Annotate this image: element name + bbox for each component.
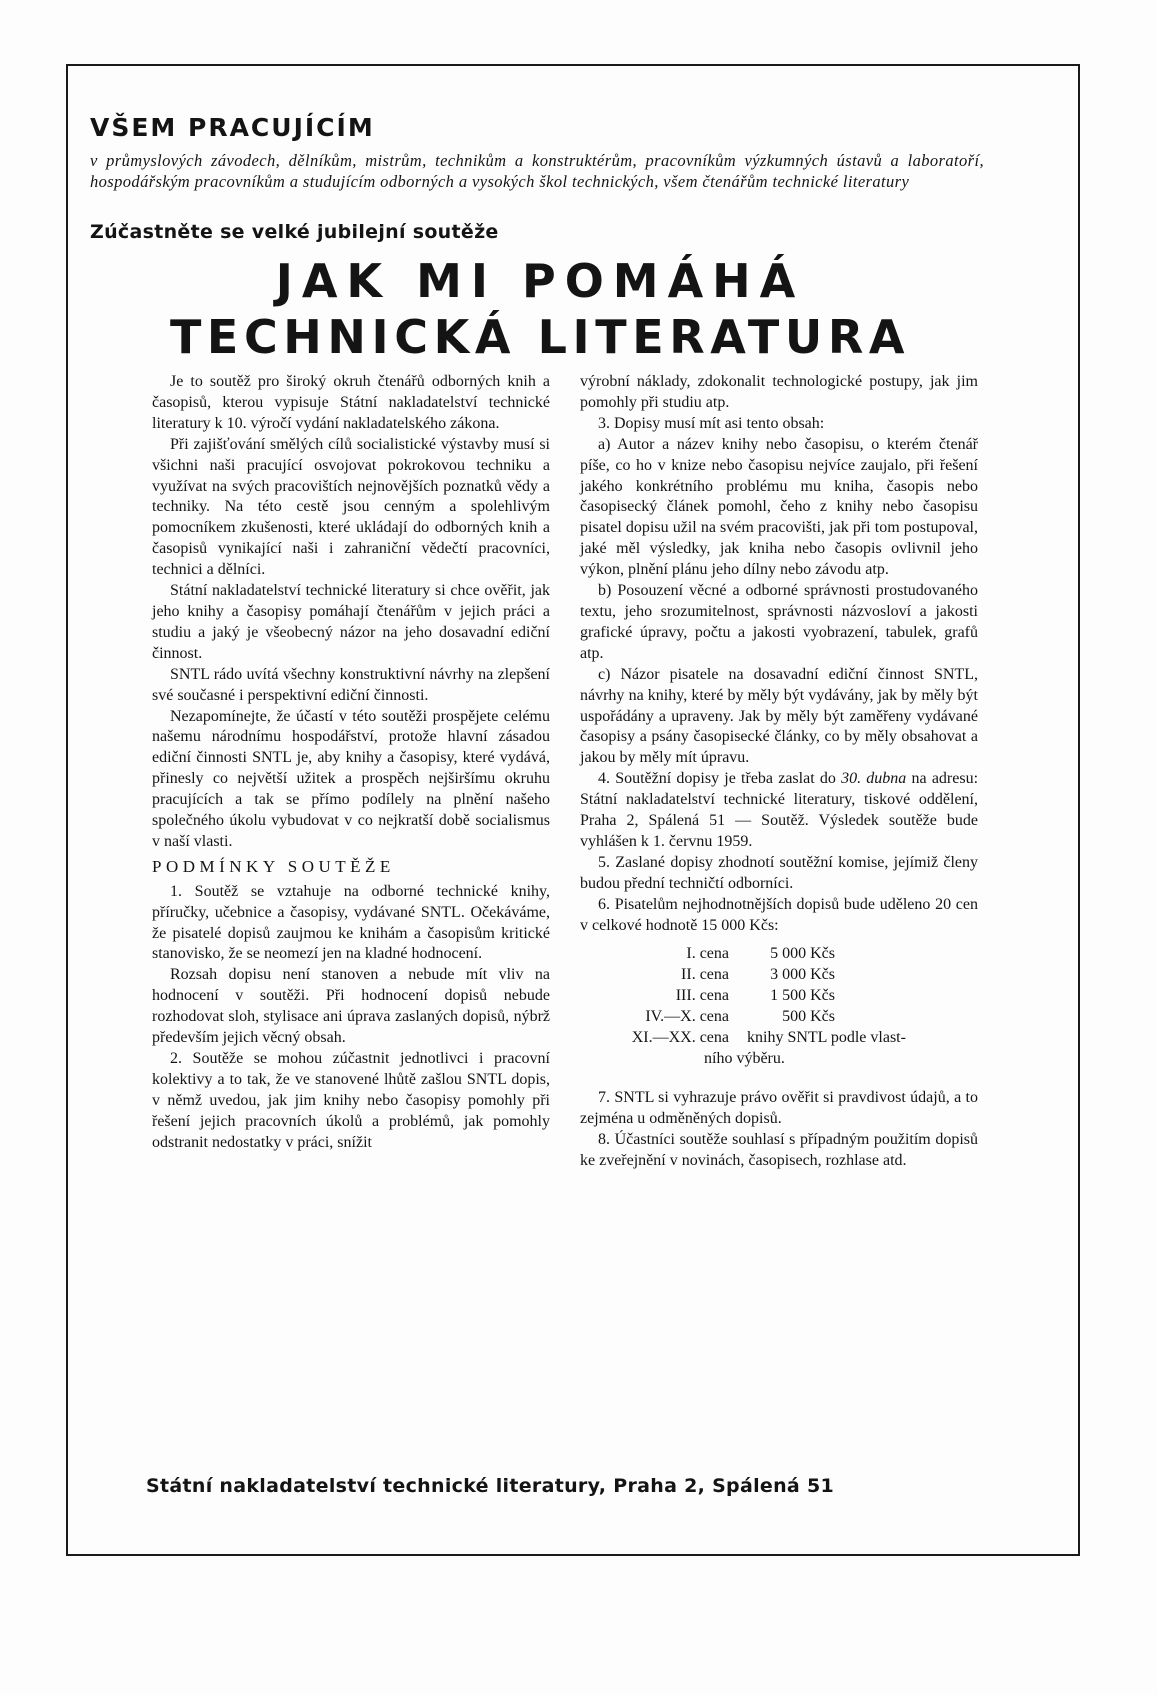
left-column [152, 372, 550, 1154]
prize-row [580, 1007, 978, 1028]
prize-row [580, 986, 978, 1007]
prize-value: 1 500 Kčs [770, 987, 835, 1005]
condition-paragraph: Rozsah dopisu není stanoven a nebude mít vliv na hodnocení v soutěži. Při hodnocení dopisů nebude rozhodovat sloh, stylisace ani úprava zaslaných dopisů, nýbrž především jejich věcný obsah. [152, 966, 550, 1047]
condition-paragraph: c) Názor pisatele na dosavadní ediční činnost SNTL, návrhy na knihy, které by měly být vydávány, jak by měly být uspořádány a upraveny. Jak by měly být zaměřeny vydávané časopisy a psány časopisecké články, co by měly obsahovat a jakou by měly mít úpravu. [580, 665, 978, 767]
continued-paragraph: výrobní náklady, zdokonalit technologické postupy, jak jim pomohly při studiu atp. [580, 373, 978, 411]
prize-value: 5 000 Kčs [770, 945, 835, 963]
title-line-2: TECHNICKÁ LITERATURA [169, 310, 911, 364]
prize-rank: IV.—X. cena [645, 1008, 729, 1026]
paragraph: Je to soutěž pro široký okruh čtenářů odborných knih a časopisů, kterou vypisuje Státní nakladatelství technické literatury k 10. výročí vydání nakladatelského zákona. [152, 373, 550, 432]
condition-paragraph: 3. Dopisy musí mít asi tento obsah: [598, 414, 825, 432]
prize-value: knihy SNTL podle vlast- [747, 1029, 906, 1047]
condition-paragraph: 2. Soutěže se mohou zúčastnit jednotlivci i pracovní kolektivy a to tak, že ve stanovené lhůtě zašlou SNTL dopis, v němž uvedou, jak jim knihy nebo časopisy pomohly při řešení jejich pracovních úkolů a problémů, jak pomohly odstranit nedostatky v práci, snížit [152, 1050, 550, 1151]
deadline-text-after: na adresu: Státní nakladatelství technické literatury, tiskové oddělení, Praha 2, Spálená 51 — Soutěž. Výsledek soutěže bude vyhlášen k 1. červnu 1959. [580, 770, 979, 850]
condition-paragraph: a) Autor a název knihy nebo časopisu, o kterém čtenář píše, co ho v knize nebo časopisu nejvíce zaujalo, při řešení jakého konkrétního problému mu kniha, časopis nebo časopisecký článek pomohl, čeho z knihy nebo časopisu pisatel dopisu užil na svém pracovišti, jak při tom postupoval, jaké měl výsledky, jak kniha nebo časopis ovlivnil jeho výkon, plnění plánu jeho dílny nebo závodu atp. [580, 435, 978, 579]
condition-paragraph-deadline [580, 769, 978, 853]
condition-paragraph: 7. SNTL si vyhrazuje právo ověřit si pravdivost údajů, a to zejména u odměněných dopisů. [580, 1088, 978, 1127]
paragraph: Při zajišťování smělých cílů socialistické výstavby musí si všichni naši pracující osvojovat pokrokovou techniku a využívat na svých pracovištích nejnovějších poznatků vědy a techniky. Na této cestě jsou cenným a spolehlivým pomocníkem zkušenosti, které ukládají do odborných knih a časopisů vynikající naši i zahraniční vědečtí pracovníci, technici a dělníci. [152, 435, 550, 579]
deadline-date: 30. dubna [841, 770, 907, 788]
condition-paragraph: b) Posouzení věcné a odborné správnosti prostudovaného textu, jeho srozumitelnost, správnosti názvosloví a jakosti grafické úpravy, počtu a jakosti vyobrazení, tabulek, grafů atp. [580, 582, 978, 662]
paragraph: SNTL rádo uvítá všechny konstruktivní návrhy na zlepšení své současné i perspektivní ediční činnosti. [152, 665, 550, 704]
header-line-2: Zúčastněte se velké jubilejní soutěže [90, 221, 499, 243]
header-line-1: VŠEM PRACUJÍCÍM [90, 113, 375, 142]
condition-paragraph: 6. Pisatelům nejhodnotnějších dopisů bude uděleno 20 cen v celkové hodnotě 15 000 Kčs: [580, 895, 978, 934]
condition-paragraph: 8. Účastníci soutěže souhlasí s případným použitím dopisů ke zveřejnění v novinách, časopisech, rozhlase atd. [580, 1130, 978, 1169]
prize-list [580, 944, 978, 1048]
prize-row [580, 965, 978, 986]
prize-rank: XI.—XX. cena [631, 1029, 729, 1047]
right-column [580, 372, 978, 1171]
prize-value: 500 Kčs [782, 1008, 835, 1026]
prize-row [580, 944, 978, 965]
condition-paragraph: 5. Zaslané dopisy zhodnotí soutěžní komise, jejímiž členy budou přední techničtí odborníci. [580, 853, 978, 892]
condition-paragraph: 1. Soutěž se vztahuje na odborné technické knihy, příručky, učebnice a časopisy, vydávané SNTL. Očekáváme, že pisatelé dopisů zaujmou ke knihám a časopisům kritické stanovisko, že se neomezí jen na kladné hodnocení. [152, 882, 550, 963]
prize-value: 3 000 Kčs [770, 966, 835, 984]
publisher-address-footer: Státní nakladatelství technické literatury, Praha 2, Spálená 51 [146, 1475, 834, 1497]
conditions-heading: PODMÍNKY SOUTĚŽE [152, 856, 395, 876]
prize-rank: II. cena [681, 966, 729, 984]
paragraph: Nezapomínejte, že účastí v této soutěži prospějete celému našemu národnímu hospodářství, protože hlavní zásadou ediční činnosti SNTL je, aby knihy a časopisy, které vydává, přinesly co největší užitek a prospěch nejširšímu okruhu pracujících a tak se přímo podílely na plnění našeho společného úkolu vybudovat v co nejkratší době socialismus v naší vlasti. [152, 707, 550, 850]
prize-rank: I. cena [686, 945, 729, 963]
intro-text: v průmyslových závodech, dělníkům, mistrům, technikům a konstruktérům, pracovníkům výzkumných ústavů a laboratoří, hospodářským pracovníkům a studujícím odborných a vysokých škol technických, všem čtenářům technické literatury [90, 151, 984, 191]
prize-rank: III. cena [675, 987, 729, 1005]
deadline-text-before: 4. Soutěžní dopisy je třeba zaslat do [598, 770, 842, 788]
prize-row [580, 1028, 978, 1049]
title-line-1: JAK MI POMÁHÁ [275, 254, 805, 308]
paragraph: Státní nakladatelství technické literatury si chce ověřit, jak jeho knihy a časopisy pomáhají čtenářům v jejich práci a studiu a jaký je všeobecný názor na jeho dosavadní ediční činnost. [152, 582, 550, 662]
prize-continuation: ního výběru. [704, 1049, 785, 1067]
